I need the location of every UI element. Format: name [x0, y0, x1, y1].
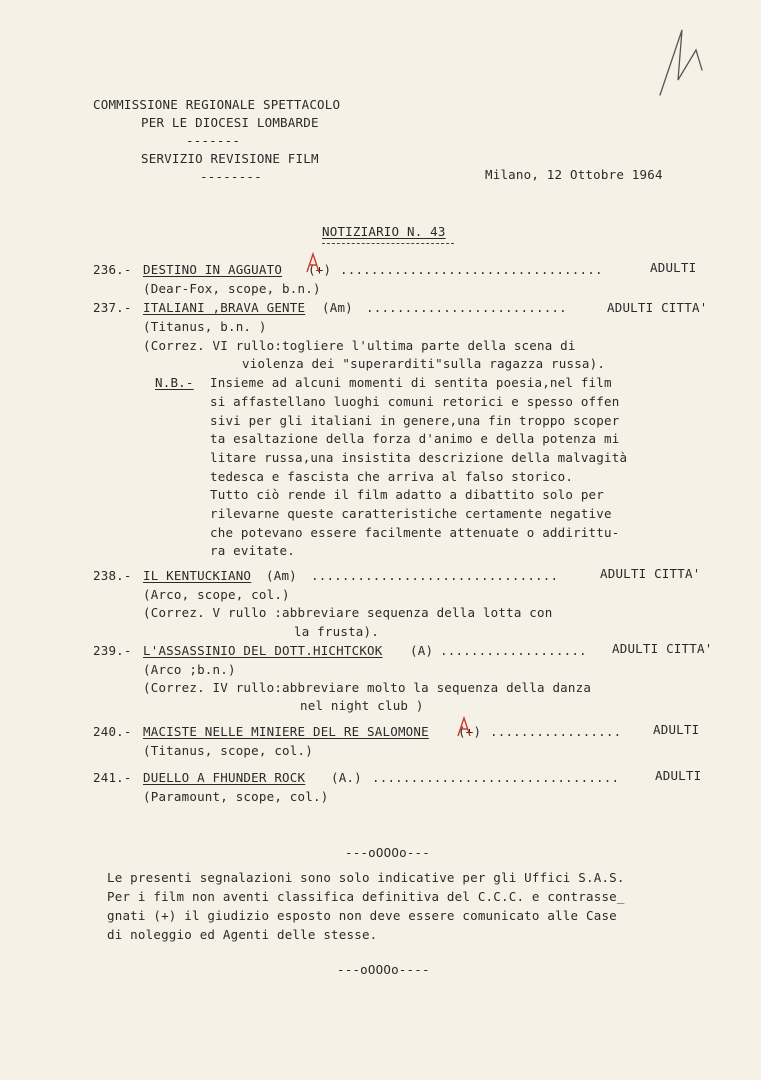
film-rating: ADULTI CITTA' [607, 300, 708, 315]
film-details: (Dear-Fox, scope, b.n.) [143, 281, 321, 296]
film-details: (Titanus, scope, col.) [143, 743, 313, 758]
film-rating: ADULTI [653, 722, 700, 737]
nb-text-line: ta esaltazione della forza d'animo e della potenza mi [210, 431, 620, 446]
film-title: ITALIANI ,BRAVA GENTE [143, 300, 306, 315]
dot-leader: ................................ [311, 568, 559, 583]
section-separator: ---oOOOo--- [345, 845, 430, 860]
film-details: (Arco, scope, col.) [143, 587, 290, 602]
red-pencil-mark [305, 252, 321, 274]
document-date: Milano, 12 Ottobre 1964 [485, 167, 663, 182]
title-underline [322, 243, 454, 244]
closing-separator: ---oOOOo---- [337, 962, 430, 977]
dot-leader: ................. [490, 724, 622, 739]
nb-text-line: tedesca e fascista che arriva al falso storico. [210, 469, 574, 484]
entry-number: 240.- [93, 724, 132, 739]
footer-note-line: Per i film non aventi classifica definitiva del C.C.C. e contrasse_ [107, 889, 625, 904]
dot-leader: ................... [440, 643, 587, 658]
footer-note-line: Le presenti segnalazioni sono solo indicative per gli Uffici S.A.S. [107, 870, 625, 885]
film-title: L'ASSASSINIO DEL DOTT.HICHTCKOK [143, 643, 383, 658]
bulletin-title: NOTIZIARIO N. 43 [322, 224, 446, 239]
correction-note: (Correz. VI rullo:togliere l'ultima parte della scena di [143, 338, 576, 353]
nb-text-line: si affastellano luoghi comuni retorici e spesso offen [210, 394, 620, 409]
correction-note: (Correz. IV rullo:abbreviare molto la sequenza della danza [143, 680, 592, 695]
film-origin: (Am) [322, 300, 353, 315]
film-origin: (+) [308, 262, 332, 277]
film-origin: (A) [410, 643, 434, 658]
header-separator-1: ------- [186, 133, 241, 148]
film-rating: ADULTI [655, 768, 702, 783]
nb-text-line: che potevano essere facilmente attenuate o addirittu- [210, 525, 620, 540]
correction-note: (Correz. V rullo :abbreviare sequenza della lotta con [143, 605, 553, 620]
handwritten-initials [652, 20, 712, 100]
nb-label: N.B.- [155, 375, 194, 390]
film-details: (Paramount, scope, col.) [143, 789, 329, 804]
film-details: (Titanus, b.n. ) [143, 319, 267, 334]
dot-leader: .......................... [366, 300, 567, 315]
red-pencil-mark [456, 716, 472, 738]
header-separator-2: -------- [200, 169, 262, 184]
nb-text-line: litare russa,una insistita descrizione della malvagità [210, 450, 628, 465]
org-name-line1: COMMISSIONE REGIONALE SPETTACOLO [93, 97, 341, 112]
entry-number: 237.- [93, 300, 132, 315]
dot-leader: .................................. [340, 262, 603, 277]
nb-text-line: Tutto ciò rende il film adatto a dibattito solo per [210, 487, 605, 502]
film-title: MACISTE NELLE MINIERE DEL RE SALOMONE [143, 724, 429, 739]
entry-number: 238.- [93, 568, 132, 583]
dot-leader: ................................ [372, 770, 620, 785]
correction-note: nel night club ) [300, 698, 424, 713]
footer-note-line: di noleggio ed Agenti delle stesse. [107, 927, 378, 942]
film-title: DESTINO IN AGGUATO [143, 262, 283, 277]
film-origin: (Am) [266, 568, 297, 583]
film-origin: (+) [458, 724, 482, 739]
film-title: IL KENTUCKIANO [143, 568, 252, 583]
film-origin: (A.) [331, 770, 362, 785]
correction-note: la frusta). [294, 624, 379, 639]
film-rating: ADULTI CITTA' [600, 566, 701, 581]
film-rating: ADULTI CITTA' [612, 641, 713, 656]
org-name-line2: PER LE DIOCESI LOMBARDE [141, 115, 319, 130]
entry-number: 236.- [93, 262, 132, 277]
footer-note-line: gnati (+) il giudizio esposto non deve essere comunicato alle Case [107, 908, 617, 923]
nb-text-line: rilevarne queste caratteristiche certamente negative [210, 506, 612, 521]
service-name: SERVIZIO REVISIONE FILM [141, 151, 319, 166]
film-rating: ADULTI [650, 260, 697, 275]
nb-text-line: ra evitate. [210, 543, 295, 558]
film-title: DUELLO A FHUNDER ROCK [143, 770, 306, 785]
nb-text-line: Insieme ad alcuni momenti di sentita poesia,nel film [210, 375, 612, 390]
nb-text-line: sivi per gli italiani in genere,una fin troppo scoper [210, 413, 620, 428]
film-details: (Arco ;b.n.) [143, 662, 236, 677]
entry-number: 239.- [93, 643, 132, 658]
correction-note: violenza dei "superarditi"sulla ragazza russa). [242, 356, 606, 371]
entry-number: 241.- [93, 770, 132, 785]
